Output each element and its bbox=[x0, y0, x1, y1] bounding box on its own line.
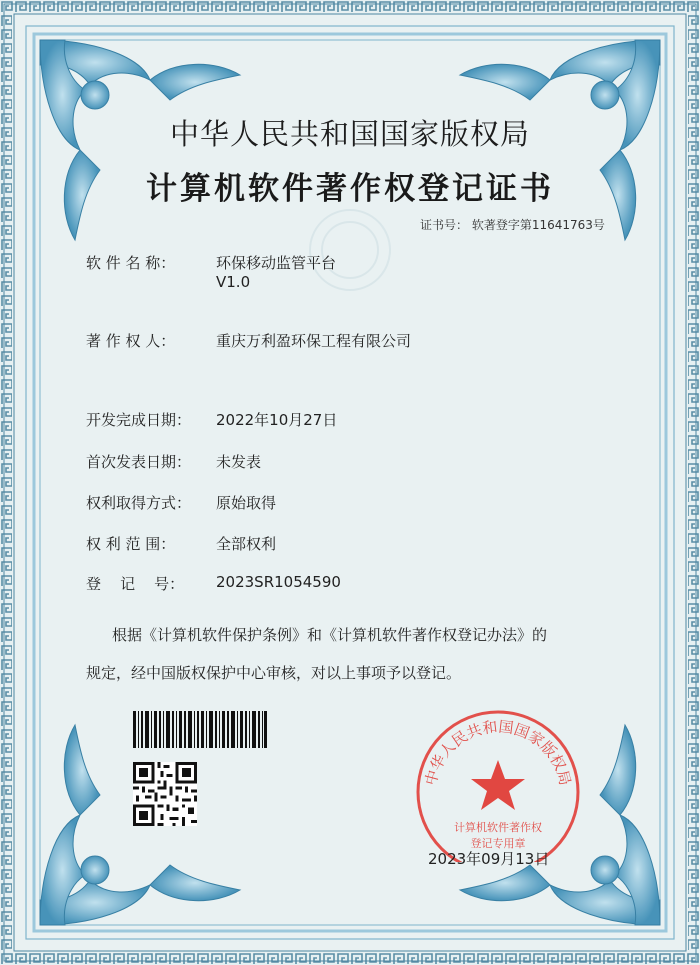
barcode bbox=[133, 711, 267, 748]
qr-code bbox=[133, 762, 197, 826]
field-value-registration-no: 2023SR1054590 bbox=[216, 573, 341, 591]
seal-outer-text: 中华人民共和国国家版权局 bbox=[421, 717, 575, 788]
field-value-owner: 重庆万利盈环保工程有限公司 bbox=[216, 332, 412, 350]
certificate-title: 计算机软件著作权登记证书 bbox=[146, 171, 554, 207]
field-value-software-name: 环保移动监管平台 bbox=[216, 254, 337, 272]
certificate-number: 证书号： 软著登字第11641763号 bbox=[420, 218, 605, 232]
star-icon bbox=[471, 760, 525, 810]
field-value-publish-date: 未发表 bbox=[216, 453, 262, 471]
field-label-publish-date: 首次发表日期： bbox=[86, 453, 192, 471]
seal-inner-line-1: 计算机软件著作权 bbox=[454, 821, 542, 834]
issue-date: 2023年09月13日 bbox=[428, 850, 550, 868]
issuer-title: 中华人民共和国国家版权局 bbox=[169, 117, 530, 151]
field-label-registration-no: 登 记 号： bbox=[86, 575, 185, 593]
field-value-acquisition: 原始取得 bbox=[216, 494, 277, 512]
field-label-owner: 著 作 权 人： bbox=[86, 332, 176, 350]
statement-line-2: 规定，经中国版权保护中心审核，对以上事项予以登记。 bbox=[86, 664, 462, 682]
field-value-completion-date: 2022年10月27日 bbox=[216, 411, 338, 429]
statement-line-1: 根据《计算机软件保护条例》和《计算机软件著作权登记办法》的 bbox=[112, 626, 548, 644]
seal-inner-line-2: 登记专用章 bbox=[470, 837, 526, 850]
field-label-completion-date: 开发完成日期： bbox=[86, 411, 192, 429]
field-label-acquisition: 权利取得方式： bbox=[86, 494, 192, 512]
field-value-scope: 全部权利 bbox=[216, 535, 277, 553]
field-label-scope: 权 利 范 围： bbox=[86, 535, 176, 553]
field-value-software-version: V1.0 bbox=[216, 273, 251, 291]
official-seal bbox=[413, 707, 583, 862]
field-label-software-name: 软 件 名 称： bbox=[86, 254, 176, 272]
